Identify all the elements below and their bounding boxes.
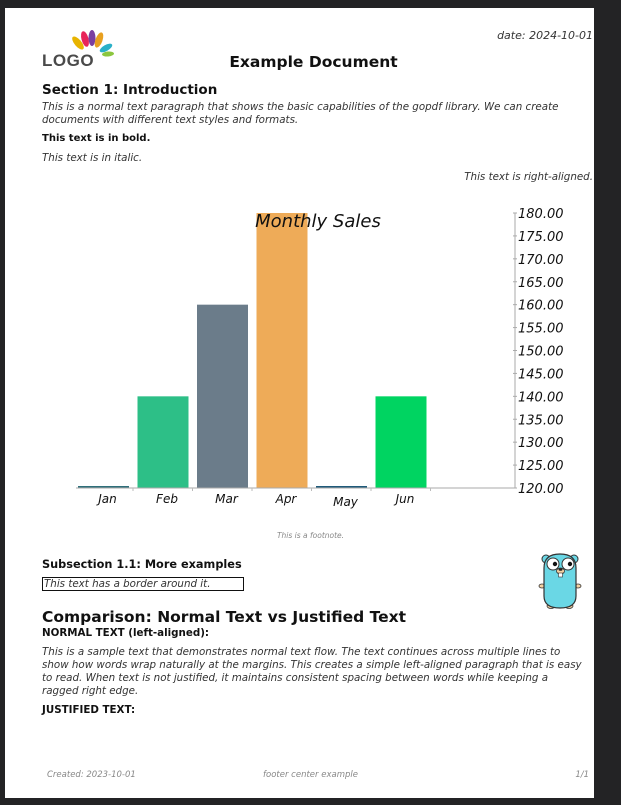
gopher-icon xyxy=(537,550,583,612)
x-tick-label-jun: Jun xyxy=(395,492,415,506)
chart-title: Monthly Sales xyxy=(255,211,381,232)
x-tick-label-mar: Mar xyxy=(215,492,238,506)
x-tick-label-jan: Jan xyxy=(98,492,117,506)
bar-mar xyxy=(197,305,248,488)
right-aligned-text: This text is right-aligned. xyxy=(464,171,593,183)
x-tick-label-feb: Feb xyxy=(156,492,178,506)
footer-center: footer center example xyxy=(263,770,358,780)
x-tick-label-may: May xyxy=(333,495,358,509)
x-tick-label-apr: Apr xyxy=(275,492,297,506)
y-tick-label: 125.00 xyxy=(518,459,564,475)
y-tick-label: 145.00 xyxy=(518,367,564,383)
footer-left: Created: 2023-10-01 xyxy=(47,770,136,780)
y-tick-label: 135.00 xyxy=(518,413,564,429)
footer-page-number: 1/1 xyxy=(575,770,589,780)
document-title: Example Document xyxy=(229,53,398,71)
comparison-heading: Comparison: Normal Text vs Justified Text xyxy=(42,608,407,626)
y-tick-label: 175.00 xyxy=(518,229,564,245)
section-heading: Section 1: Introduction xyxy=(42,82,218,98)
bordered-text: This text has a border around it. xyxy=(42,577,244,591)
header-date: date: 2024-10-01 xyxy=(497,29,593,42)
y-tick-label: 180.00 xyxy=(518,207,564,222)
y-tick-label: 165.00 xyxy=(518,275,564,291)
subsection-heading: Subsection 1.1: More examples xyxy=(42,558,242,571)
bar-jun xyxy=(376,396,427,488)
y-tick-label: 155.00 xyxy=(518,321,564,337)
y-tick-label: 150.00 xyxy=(518,344,564,360)
y-tick-label: 140.00 xyxy=(518,390,564,406)
y-tick-label: 120.00 xyxy=(518,482,564,497)
y-tick-label: 160.00 xyxy=(518,298,564,314)
bold-text: This text is in bold. xyxy=(42,133,151,144)
gopher-mascot-image xyxy=(537,550,583,612)
bar-feb xyxy=(138,396,189,488)
bar-apr xyxy=(257,213,308,488)
footnote: This is a footnote. xyxy=(276,531,345,540)
normal-text-heading: NORMAL TEXT (left-aligned): xyxy=(42,627,210,639)
italic-text: This text is in italic. xyxy=(42,152,143,164)
justified-text-heading: JUSTIFIED TEXT: xyxy=(42,704,136,716)
intro-paragraph: This is a normal text paragraph that shows the basic capabilities of the gopdf library. We can create documents with different text styles and formats. xyxy=(42,101,559,126)
normal-text-paragraph: This is a sample text that demonstrates normal text flow. The text continues across multiple lines to show how words wrap naturally at the margins. This creates a simple left-aligned paragraph that is easy to read. When text is not justified, it maintains consistent spacing between words while keeping a ragged right edge. xyxy=(42,646,582,697)
y-tick-label: 130.00 xyxy=(518,436,564,452)
y-tick-label: 170.00 xyxy=(518,252,564,268)
logo-text: LOGO xyxy=(42,51,95,70)
